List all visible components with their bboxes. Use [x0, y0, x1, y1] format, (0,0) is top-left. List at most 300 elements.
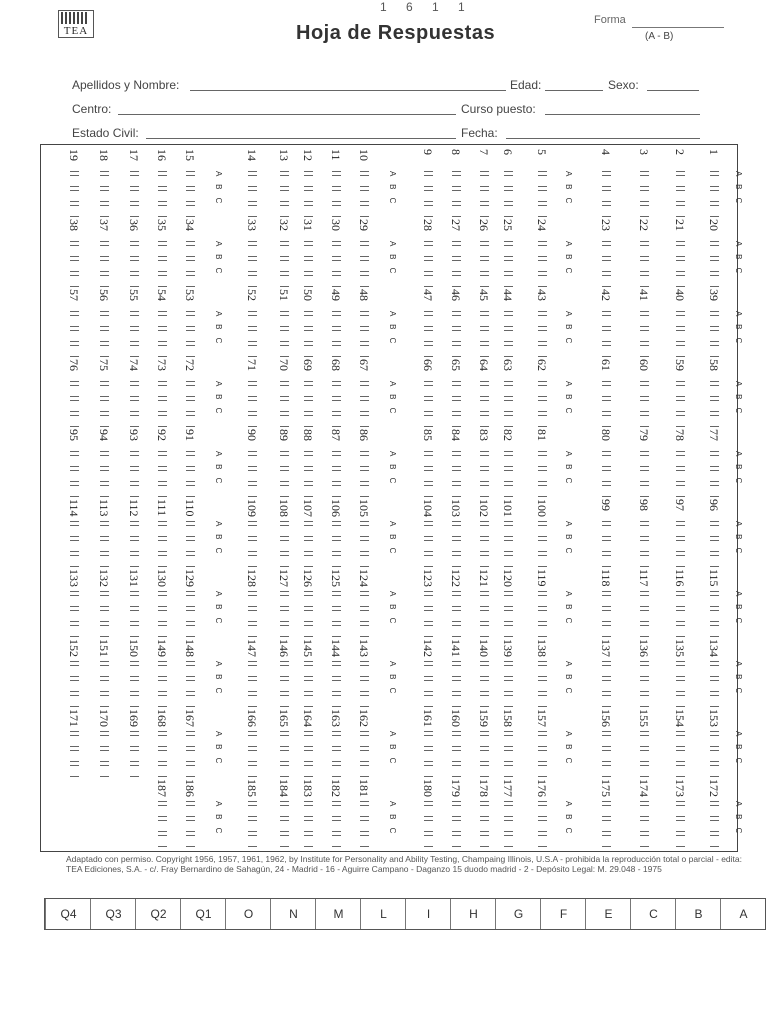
answer-bubbles[interactable]	[332, 451, 341, 499]
answer-item[interactable]	[183, 709, 197, 783]
answer-item[interactable]	[245, 709, 259, 783]
answer-item[interactable]	[277, 359, 291, 433]
answer-bubbles[interactable]	[360, 521, 369, 569]
answer-item[interactable]	[329, 149, 343, 223]
answer-item[interactable]	[67, 709, 81, 783]
answer-bubbles[interactable]	[452, 521, 461, 569]
answer-item[interactable]	[329, 709, 343, 783]
answer-bubbles[interactable]	[504, 311, 513, 359]
answer-bubbles[interactable]	[70, 661, 79, 709]
answer-bubbles[interactable]	[676, 311, 685, 359]
answer-bubbles[interactable]	[480, 171, 489, 219]
answer-item[interactable]	[673, 569, 687, 643]
answer-item[interactable]	[477, 639, 491, 713]
answer-bubbles[interactable]	[280, 521, 289, 569]
answer-bubbles[interactable]	[424, 241, 433, 289]
answer-item[interactable]	[245, 569, 259, 643]
answer-bubbles[interactable]	[710, 171, 719, 219]
answer-item[interactable]	[357, 639, 371, 713]
answer-item[interactable]	[707, 499, 721, 573]
answer-item[interactable]	[67, 289, 81, 363]
answer-bubbles[interactable]	[602, 801, 611, 849]
answer-bubbles[interactable]	[602, 241, 611, 289]
answer-bubbles[interactable]	[332, 171, 341, 219]
answer-bubbles[interactable]	[360, 451, 369, 499]
answer-item[interactable]	[673, 639, 687, 713]
answer-bubbles[interactable]	[360, 311, 369, 359]
answer-item[interactable]	[421, 499, 435, 573]
answer-item[interactable]	[449, 709, 463, 783]
scale-box[interactable]: I	[405, 899, 451, 929]
name-field[interactable]	[190, 90, 506, 91]
answer-item[interactable]	[599, 149, 613, 223]
answer-item[interactable]	[637, 499, 651, 573]
answer-bubbles[interactable]	[304, 311, 313, 359]
answer-item[interactable]	[673, 359, 687, 433]
answer-item[interactable]	[673, 289, 687, 363]
answer-bubbles[interactable]	[186, 171, 195, 219]
answer-item[interactable]	[477, 149, 491, 223]
answer-bubbles[interactable]	[538, 591, 547, 639]
answer-bubbles[interactable]	[538, 731, 547, 779]
answer-item[interactable]	[127, 429, 141, 503]
answer-bubbles[interactable]	[640, 661, 649, 709]
answer-item[interactable]	[277, 429, 291, 503]
answer-item[interactable]	[155, 359, 169, 433]
answer-item[interactable]	[183, 289, 197, 363]
answer-item[interactable]	[421, 639, 435, 713]
answer-bubbles[interactable]	[640, 241, 649, 289]
answer-item[interactable]	[155, 499, 169, 573]
answer-bubbles[interactable]	[158, 381, 167, 429]
answer-bubbles[interactable]	[452, 591, 461, 639]
answer-bubbles[interactable]	[100, 171, 109, 219]
answer-bubbles[interactable]	[248, 521, 257, 569]
answer-item[interactable]	[449, 429, 463, 503]
answer-item[interactable]	[599, 639, 613, 713]
answer-bubbles[interactable]	[130, 381, 139, 429]
answer-item[interactable]	[535, 779, 549, 853]
answer-bubbles[interactable]	[480, 661, 489, 709]
answer-item[interactable]	[301, 149, 315, 223]
answer-bubbles[interactable]	[158, 451, 167, 499]
answer-bubbles[interactable]	[248, 451, 257, 499]
answer-item[interactable]	[477, 289, 491, 363]
answer-bubbles[interactable]	[602, 381, 611, 429]
answer-item[interactable]	[329, 499, 343, 573]
answer-bubbles[interactable]	[452, 241, 461, 289]
answer-item[interactable]	[535, 709, 549, 783]
answer-item[interactable]	[599, 499, 613, 573]
age-field[interactable]	[545, 90, 603, 91]
answer-bubbles[interactable]	[504, 171, 513, 219]
answer-item[interactable]	[477, 499, 491, 573]
answer-bubbles[interactable]	[538, 451, 547, 499]
answer-item[interactable]	[535, 639, 549, 713]
answer-bubbles[interactable]	[676, 241, 685, 289]
answer-item[interactable]	[155, 779, 169, 853]
answer-bubbles[interactable]	[304, 801, 313, 849]
answer-item[interactable]	[183, 779, 197, 853]
answer-bubbles[interactable]	[70, 381, 79, 429]
answer-bubbles[interactable]	[480, 381, 489, 429]
answer-item[interactable]	[127, 569, 141, 643]
answer-bubbles[interactable]	[640, 381, 649, 429]
answer-item[interactable]	[449, 289, 463, 363]
answer-item[interactable]	[535, 429, 549, 503]
answer-bubbles[interactable]	[424, 731, 433, 779]
answer-bubbles[interactable]	[130, 451, 139, 499]
scale-box[interactable]: A	[720, 899, 766, 929]
answer-bubbles[interactable]	[280, 171, 289, 219]
answer-item[interactable]	[97, 219, 111, 293]
answer-bubbles[interactable]	[424, 451, 433, 499]
answer-bubbles[interactable]	[130, 241, 139, 289]
answer-item[interactable]	[277, 289, 291, 363]
answer-bubbles[interactable]	[130, 661, 139, 709]
answer-bubbles[interactable]	[70, 171, 79, 219]
answer-bubbles[interactable]	[538, 661, 547, 709]
answer-bubbles[interactable]	[480, 731, 489, 779]
answer-bubbles[interactable]	[332, 311, 341, 359]
answer-item[interactable]	[707, 779, 721, 853]
answer-bubbles[interactable]	[640, 521, 649, 569]
answer-bubbles[interactable]	[480, 311, 489, 359]
answer-bubbles[interactable]	[360, 801, 369, 849]
answer-bubbles[interactable]	[676, 661, 685, 709]
answer-item[interactable]	[183, 429, 197, 503]
answer-item[interactable]	[277, 709, 291, 783]
answer-bubbles[interactable]	[602, 311, 611, 359]
answer-bubbles[interactable]	[304, 241, 313, 289]
answer-item[interactable]	[707, 359, 721, 433]
answer-bubbles[interactable]	[100, 591, 109, 639]
answer-item[interactable]	[67, 359, 81, 433]
answer-item[interactable]	[67, 149, 81, 223]
answer-item[interactable]	[155, 569, 169, 643]
answer-bubbles[interactable]	[186, 241, 195, 289]
answer-item[interactable]	[357, 219, 371, 293]
answer-bubbles[interactable]	[710, 241, 719, 289]
answer-bubbles[interactable]	[424, 521, 433, 569]
answer-bubbles[interactable]	[248, 171, 257, 219]
answer-bubbles[interactable]	[304, 661, 313, 709]
answer-bubbles[interactable]	[676, 171, 685, 219]
answer-item[interactable]	[501, 499, 515, 573]
answer-bubbles[interactable]	[640, 731, 649, 779]
answer-item[interactable]	[97, 359, 111, 433]
scale-box[interactable]: M	[315, 899, 361, 929]
answer-item[interactable]	[673, 779, 687, 853]
answer-item[interactable]	[449, 779, 463, 853]
answer-item[interactable]	[301, 639, 315, 713]
answer-item[interactable]	[67, 569, 81, 643]
answer-bubbles[interactable]	[100, 661, 109, 709]
answer-item[interactable]	[183, 359, 197, 433]
answer-bubbles[interactable]	[130, 591, 139, 639]
scale-box[interactable]: G	[495, 899, 541, 929]
answer-item[interactable]	[599, 219, 613, 293]
answer-bubbles[interactable]	[504, 801, 513, 849]
answer-item[interactable]	[637, 639, 651, 713]
answer-bubbles[interactable]	[710, 521, 719, 569]
answer-bubbles[interactable]	[640, 801, 649, 849]
answer-bubbles[interactable]	[248, 241, 257, 289]
answer-item[interactable]	[421, 289, 435, 363]
answer-item[interactable]	[245, 149, 259, 223]
answer-item[interactable]	[637, 779, 651, 853]
answer-item[interactable]	[301, 219, 315, 293]
answer-bubbles[interactable]	[100, 311, 109, 359]
answer-item[interactable]	[477, 569, 491, 643]
answer-bubbles[interactable]	[158, 731, 167, 779]
answer-bubbles[interactable]	[676, 731, 685, 779]
answer-item[interactable]	[501, 429, 515, 503]
answer-item[interactable]	[421, 709, 435, 783]
answer-bubbles[interactable]	[304, 451, 313, 499]
answer-bubbles[interactable]	[70, 521, 79, 569]
answer-item[interactable]	[477, 709, 491, 783]
answer-item[interactable]	[449, 569, 463, 643]
answer-bubbles[interactable]	[538, 241, 547, 289]
answer-item[interactable]	[155, 639, 169, 713]
answer-item[interactable]	[357, 359, 371, 433]
answer-item[interactable]	[97, 709, 111, 783]
answer-item[interactable]	[421, 149, 435, 223]
scale-box[interactable]: Q2	[135, 899, 181, 929]
answer-item[interactable]	[329, 289, 343, 363]
answer-bubbles[interactable]	[100, 381, 109, 429]
answer-item[interactable]	[637, 289, 651, 363]
answer-bubbles[interactable]	[602, 591, 611, 639]
answer-bubbles[interactable]	[452, 801, 461, 849]
answer-bubbles[interactable]	[602, 521, 611, 569]
answer-item[interactable]	[357, 569, 371, 643]
answer-item[interactable]	[449, 499, 463, 573]
answer-item[interactable]	[245, 499, 259, 573]
answer-bubbles[interactable]	[480, 521, 489, 569]
answer-bubbles[interactable]	[360, 661, 369, 709]
scale-box[interactable]: N	[270, 899, 316, 929]
answer-bubbles[interactable]	[332, 801, 341, 849]
answer-bubbles[interactable]	[248, 731, 257, 779]
answer-item[interactable]	[127, 219, 141, 293]
answer-item[interactable]	[245, 639, 259, 713]
answer-bubbles[interactable]	[710, 381, 719, 429]
answer-bubbles[interactable]	[504, 521, 513, 569]
answer-item[interactable]	[501, 289, 515, 363]
civil-status-field[interactable]	[146, 138, 456, 139]
answer-bubbles[interactable]	[332, 381, 341, 429]
answer-bubbles[interactable]	[130, 521, 139, 569]
answer-bubbles[interactable]	[304, 521, 313, 569]
answer-bubbles[interactable]	[424, 661, 433, 709]
answer-bubbles[interactable]	[452, 451, 461, 499]
answer-item[interactable]	[127, 639, 141, 713]
answer-bubbles[interactable]	[360, 381, 369, 429]
answer-item[interactable]	[245, 429, 259, 503]
answer-bubbles[interactable]	[130, 171, 139, 219]
answer-bubbles[interactable]	[130, 311, 139, 359]
answer-item[interactable]	[329, 569, 343, 643]
scale-box[interactable]: L	[360, 899, 406, 929]
answer-item[interactable]	[707, 569, 721, 643]
answer-item[interactable]	[637, 219, 651, 293]
answer-item[interactable]	[707, 149, 721, 223]
answer-bubbles[interactable]	[70, 731, 79, 779]
answer-bubbles[interactable]	[186, 591, 195, 639]
center-field[interactable]	[118, 114, 456, 115]
answer-item[interactable]	[245, 289, 259, 363]
scale-box[interactable]: Q3	[90, 899, 136, 929]
answer-item[interactable]	[127, 499, 141, 573]
answer-bubbles[interactable]	[504, 381, 513, 429]
answer-item[interactable]	[127, 709, 141, 783]
answer-bubbles[interactable]	[304, 381, 313, 429]
answer-bubbles[interactable]	[248, 661, 257, 709]
answer-item[interactable]	[599, 289, 613, 363]
answer-item[interactable]	[301, 289, 315, 363]
answer-bubbles[interactable]	[332, 731, 341, 779]
answer-bubbles[interactable]	[158, 171, 167, 219]
answer-bubbles[interactable]	[100, 241, 109, 289]
answer-item[interactable]	[707, 219, 721, 293]
scale-box[interactable]: H	[450, 899, 496, 929]
answer-bubbles[interactable]	[158, 801, 167, 849]
answer-item[interactable]	[673, 709, 687, 783]
answer-item[interactable]	[357, 499, 371, 573]
answer-item[interactable]	[637, 569, 651, 643]
answer-bubbles[interactable]	[186, 731, 195, 779]
answer-item[interactable]	[501, 709, 515, 783]
answer-bubbles[interactable]	[304, 171, 313, 219]
answer-bubbles[interactable]	[186, 801, 195, 849]
answer-bubbles[interactable]	[640, 451, 649, 499]
answer-item[interactable]	[245, 359, 259, 433]
answer-bubbles[interactable]	[452, 171, 461, 219]
answer-item[interactable]	[449, 219, 463, 293]
answer-item[interactable]	[183, 639, 197, 713]
answer-bubbles[interactable]	[332, 521, 341, 569]
answer-item[interactable]	[501, 149, 515, 223]
answer-bubbles[interactable]	[100, 521, 109, 569]
answer-item[interactable]	[357, 289, 371, 363]
answer-item[interactable]	[673, 149, 687, 223]
answer-item[interactable]	[637, 429, 651, 503]
answer-bubbles[interactable]	[280, 311, 289, 359]
answer-item[interactable]	[127, 289, 141, 363]
answer-bubbles[interactable]	[158, 521, 167, 569]
course-field[interactable]	[545, 114, 700, 115]
answer-item[interactable]	[329, 219, 343, 293]
answer-item[interactable]	[535, 149, 549, 223]
answer-item[interactable]	[183, 219, 197, 293]
answer-bubbles[interactable]	[304, 731, 313, 779]
answer-item[interactable]	[329, 779, 343, 853]
answer-item[interactable]	[673, 429, 687, 503]
answer-item[interactable]	[477, 429, 491, 503]
answer-bubbles[interactable]	[480, 591, 489, 639]
answer-bubbles[interactable]	[280, 451, 289, 499]
answer-item[interactable]	[127, 359, 141, 433]
answer-bubbles[interactable]	[602, 731, 611, 779]
answer-item[interactable]	[301, 569, 315, 643]
answer-item[interactable]	[183, 569, 197, 643]
answer-bubbles[interactable]	[158, 591, 167, 639]
answer-bubbles[interactable]	[676, 801, 685, 849]
answer-bubbles[interactable]	[602, 451, 611, 499]
answer-bubbles[interactable]	[640, 311, 649, 359]
answer-bubbles[interactable]	[710, 591, 719, 639]
answer-item[interactable]	[301, 499, 315, 573]
answer-bubbles[interactable]	[280, 731, 289, 779]
answer-bubbles[interactable]	[480, 801, 489, 849]
answer-item[interactable]	[535, 569, 549, 643]
answer-item[interactable]	[155, 149, 169, 223]
answer-bubbles[interactable]	[538, 171, 547, 219]
answer-item[interactable]	[357, 779, 371, 853]
answer-item[interactable]	[449, 149, 463, 223]
answer-item[interactable]	[599, 429, 613, 503]
answer-item[interactable]	[301, 709, 315, 783]
answer-bubbles[interactable]	[158, 241, 167, 289]
answer-item[interactable]	[245, 779, 259, 853]
answer-item[interactable]	[535, 289, 549, 363]
answer-item[interactable]	[67, 499, 81, 573]
answer-bubbles[interactable]	[360, 591, 369, 639]
answer-bubbles[interactable]	[332, 241, 341, 289]
answer-bubbles[interactable]	[100, 451, 109, 499]
answer-bubbles[interactable]	[280, 801, 289, 849]
answer-bubbles[interactable]	[538, 311, 547, 359]
answer-item[interactable]	[301, 779, 315, 853]
answer-item[interactable]	[637, 709, 651, 783]
answer-bubbles[interactable]	[332, 591, 341, 639]
answer-bubbles[interactable]	[710, 731, 719, 779]
answer-item[interactable]	[97, 499, 111, 573]
answer-item[interactable]	[329, 359, 343, 433]
answer-item[interactable]	[637, 359, 651, 433]
sex-field[interactable]	[647, 90, 699, 91]
answer-bubbles[interactable]	[538, 801, 547, 849]
answer-bubbles[interactable]	[480, 241, 489, 289]
answer-bubbles[interactable]	[424, 311, 433, 359]
answer-bubbles[interactable]	[538, 381, 547, 429]
answer-item[interactable]	[501, 359, 515, 433]
answer-bubbles[interactable]	[452, 731, 461, 779]
answer-bubbles[interactable]	[480, 451, 489, 499]
answer-item[interactable]	[501, 639, 515, 713]
date-field[interactable]	[506, 138, 700, 139]
answer-item[interactable]	[673, 219, 687, 293]
scale-box[interactable]: C	[630, 899, 676, 929]
answer-item[interactable]	[535, 359, 549, 433]
answer-bubbles[interactable]	[158, 661, 167, 709]
answer-bubbles[interactable]	[186, 521, 195, 569]
answer-item[interactable]	[707, 429, 721, 503]
answer-bubbles[interactable]	[248, 381, 257, 429]
answer-bubbles[interactable]	[360, 241, 369, 289]
scale-box[interactable]: B	[675, 899, 721, 929]
answer-bubbles[interactable]	[360, 731, 369, 779]
answer-bubbles[interactable]	[248, 311, 257, 359]
answer-bubbles[interactable]	[538, 521, 547, 569]
answer-item[interactable]	[477, 779, 491, 853]
answer-bubbles[interactable]	[504, 451, 513, 499]
answer-bubbles[interactable]	[248, 801, 257, 849]
answer-bubbles[interactable]	[424, 381, 433, 429]
answer-item[interactable]	[421, 569, 435, 643]
